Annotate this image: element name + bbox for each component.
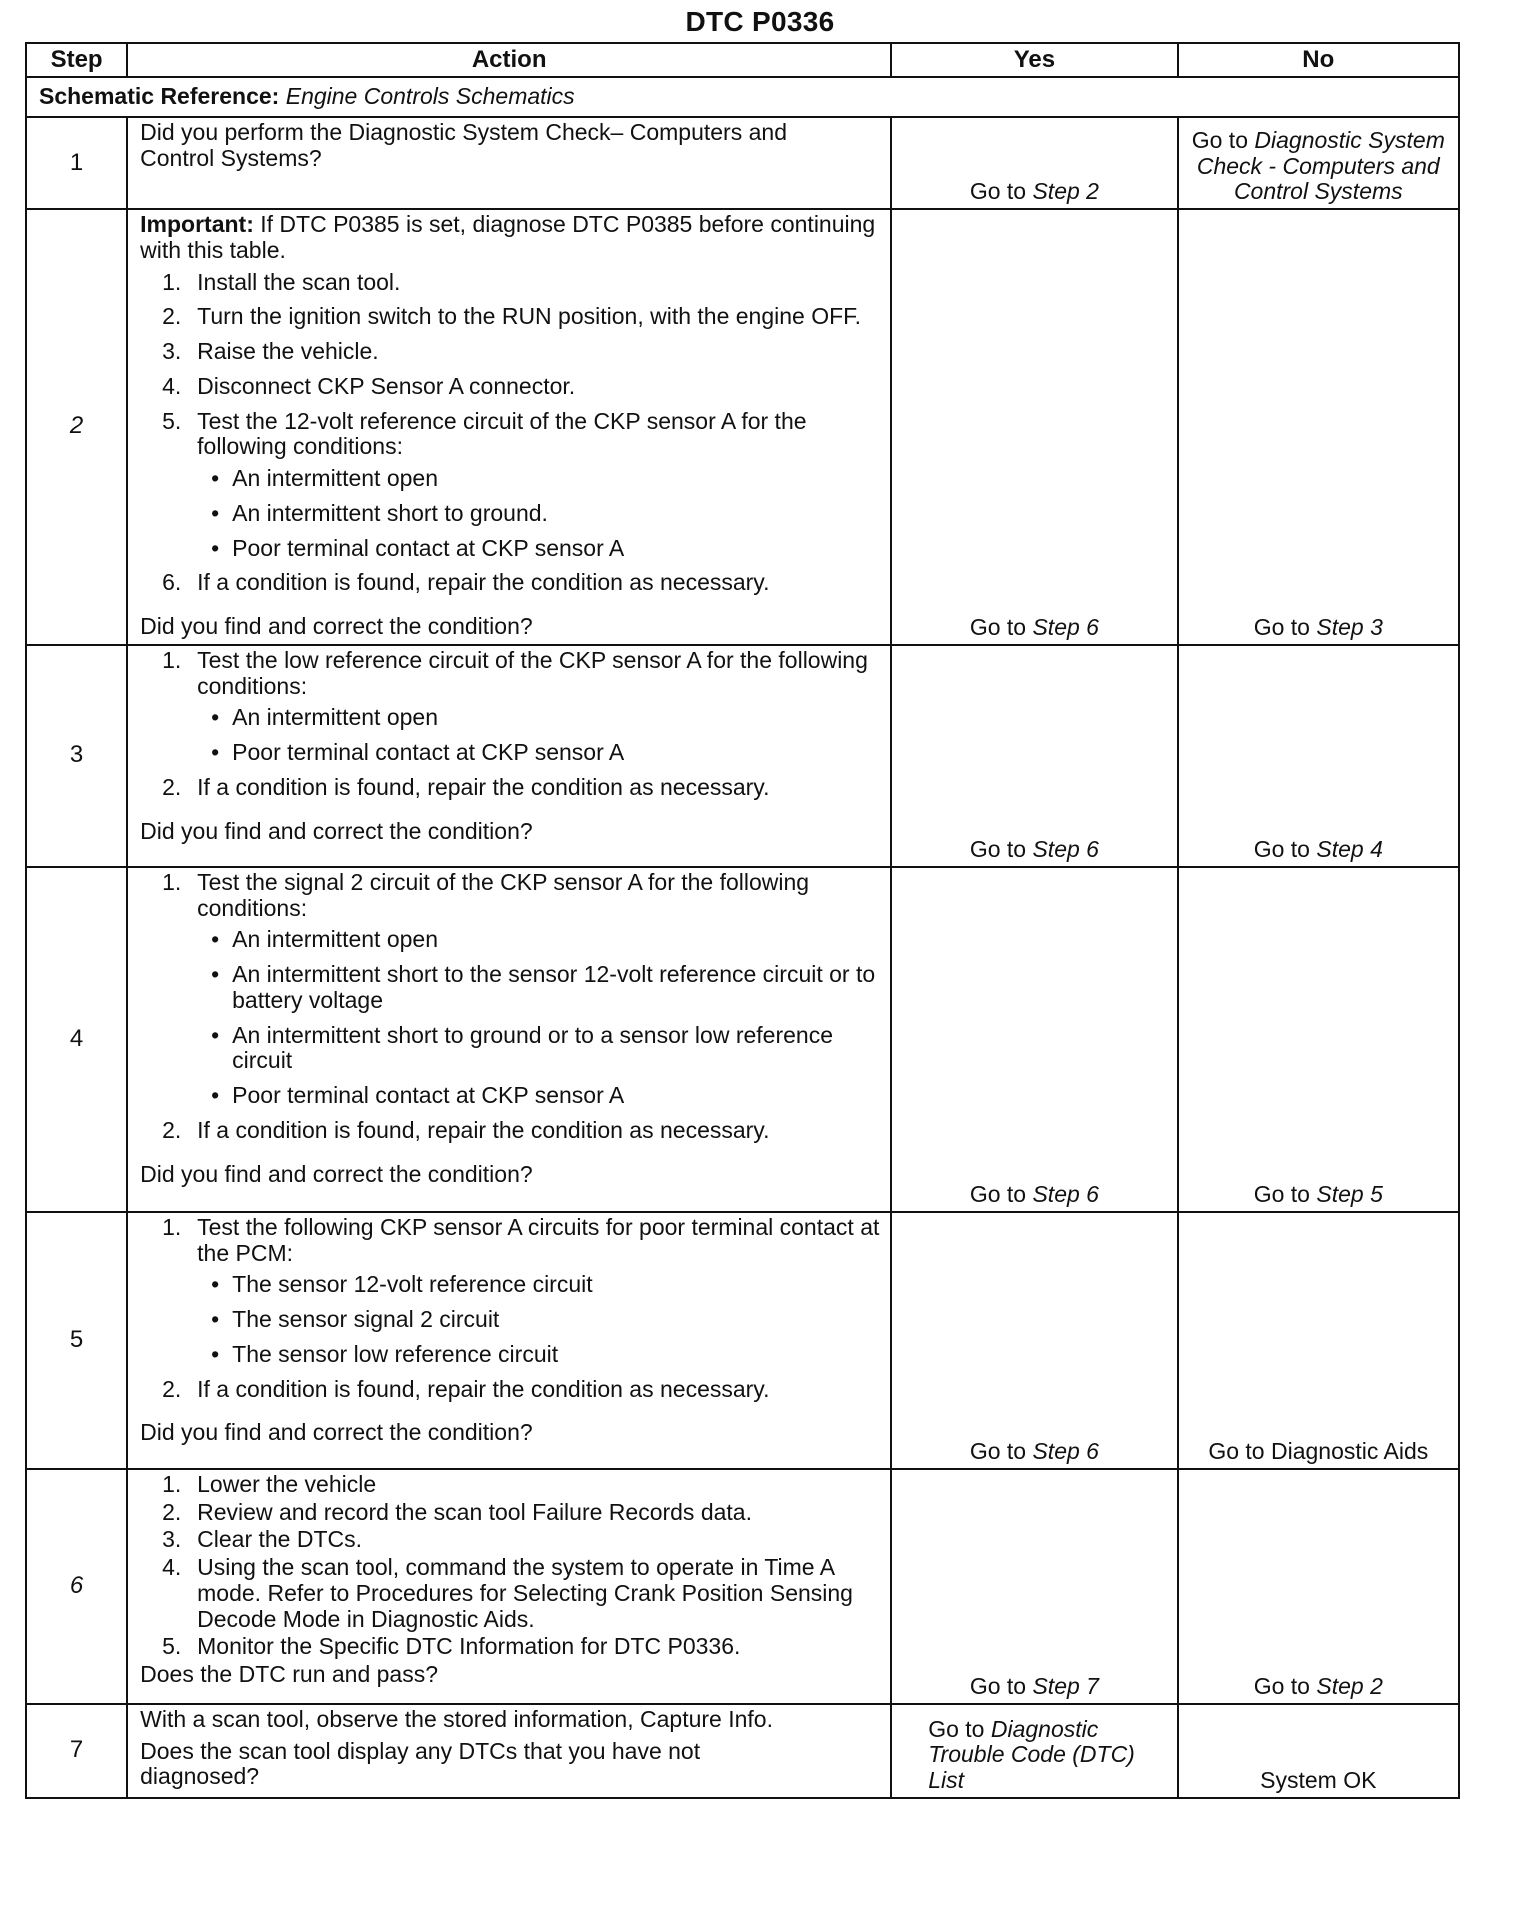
step-number: 2 [26,209,127,645]
procedure-list [140,1472,882,1660]
table-row [26,867,1459,1212]
no-cell [1178,645,1459,867]
item-number: 4. [162,372,182,399]
item-text: Turn the ignition switch to the RUN position, with the engine OFF. [197,303,862,330]
list-item [140,1377,882,1403]
item-text: Clear the DTCs. [197,1526,363,1553]
table-row [26,209,1459,645]
item-number: 1. [162,1213,182,1240]
no-ref: Step 3 [1316,614,1383,640]
question-text: Did you find and correct the condition? [140,817,533,844]
bullet-item: • The sensor signal 2 circuit [197,1307,882,1333]
item-text: Using the scan tool, command the system to operate in Time A mode. Refer to Procedures for Selecting Crank Position Sensing Decode Mode in Diagnostic Aids. [197,1554,853,1632]
step-number: 1 [26,117,127,209]
list-item [140,1527,882,1553]
list-item [140,339,882,365]
action-cell [127,117,891,209]
item-text: Review and record the scan tool Failure Records data. [197,1498,752,1525]
procedure-list [140,648,882,801]
yes-cell [891,867,1177,1212]
list-item [140,409,882,562]
bullet-item: • An intermittent open [197,927,882,953]
item-text: Test the 12-volt reference circuit of the CKP sensor A for the following conditions: [197,407,807,460]
item-text: Test the low reference circuit of the CKP sensor A for the following conditions: [197,646,868,699]
list-item [140,1555,882,1632]
no-prefix: System OK [1260,1767,1377,1793]
yes-cell [891,1469,1177,1704]
schematic-label: Schematic Reference: [39,83,280,110]
list-item [140,570,882,596]
item-text: Lower the vehicle [197,1470,377,1497]
list-item [140,775,882,801]
no-cell [1178,867,1459,1212]
table-row [26,117,1459,209]
condition-list [197,927,882,1109]
condition-list [197,705,882,766]
bullet-item: • Poor terminal contact at CKP sensor A [197,1083,882,1109]
question-text: Did you find and correct the condition? [140,613,533,639]
yes-ref: Step 6 [1032,1438,1099,1464]
yes-cell [891,1704,1177,1798]
step-number: 3 [26,645,127,867]
bullet-item: • The sensor low reference circuit [197,1342,882,1368]
item-number: 2. [162,1375,182,1402]
no-prefix: Go to [1191,126,1248,153]
yes-ref: Step 6 [1032,1181,1099,1207]
list-item [140,1215,882,1368]
item-number: 1. [162,868,182,895]
action-cell [127,209,891,645]
question-text: Does the scan tool display any DTCs that you have not diagnosed? [140,1737,701,1790]
yes-ref: Step 6 [1032,614,1099,640]
no-prefix: Go to [1253,614,1310,640]
step-number: 4 [26,867,127,1212]
item-number: 1. [162,1470,182,1497]
step-number: 7 [26,1704,127,1798]
no-ref: Step 2 [1316,1673,1383,1699]
action-cell [127,1469,891,1704]
list-item [140,1472,882,1498]
header-yes: Yes [891,43,1177,77]
question-text: Did you find and correct the condition? [140,1419,533,1446]
item-number: 3. [162,1526,182,1553]
schematic-row [26,77,1459,117]
no-cell [1178,117,1459,209]
list-item [140,304,882,330]
bullet-item: • Poor terminal contact at CKP sensor A [197,740,882,766]
yes-prefix: Go to [969,1181,1027,1207]
question-text: Did you find and correct the condition? [140,1160,533,1187]
list-item [140,374,882,400]
no-prefix: Go to [1253,1181,1310,1207]
diagnostic-table [25,42,1460,1799]
list-item [140,270,882,296]
condition-list [197,1272,882,1367]
bullet-item: • Poor terminal contact at CKP sensor A [197,536,882,562]
important-label: Important: [140,211,254,237]
yes-prefix: Go to [928,1715,985,1742]
bullet-item: • An intermittent short to ground or to a sensor low reference circuit [197,1023,882,1075]
header-action: Action [127,43,891,77]
item-number: 4. [162,1554,182,1580]
yes-cell [891,645,1177,867]
item-number: 2. [162,1116,182,1143]
action-cell [127,867,891,1212]
table-row [26,645,1459,867]
table-row [26,1704,1459,1798]
procedure-list [140,1215,882,1403]
action-cell [127,1704,891,1798]
bullet-item: • The sensor 12-volt reference circuit [197,1272,882,1298]
schematic-value: Engine Controls Schematics [285,83,575,110]
list-item [140,1634,882,1660]
yes-ref: Step 7 [1032,1673,1099,1699]
item-number: 2. [162,303,182,330]
yes-prefix: Go to [969,836,1027,862]
yes-prefix: Go to [969,178,1027,205]
action-text: Did you perform the Diagnostic System Check– Computers and Control Systems? [140,119,787,171]
item-number: 6. [162,569,182,596]
no-prefix: Go to [1253,836,1310,862]
bullet-item: • An intermittent short to ground. [197,501,882,527]
action-cell [127,1212,891,1469]
item-number: 2. [162,773,182,800]
item-text: If a condition is found, repair the condition as necessary. [197,773,770,800]
item-text: Disconnect CKP Sensor A connector. [197,372,576,399]
no-ref: Diagnostic System Check - Computers and Control Systems [1196,126,1445,205]
no-cell [1178,209,1459,645]
list-item [140,1118,882,1144]
procedure-list [140,270,882,597]
action-text: With a scan tool, observe the stored information, Capture Info. [140,1705,773,1732]
item-text: Test the signal 2 circuit of the CKP sensor A for the following conditions: [197,868,810,921]
bullet-item: • An intermittent short to the sensor 12-volt reference circuit or to battery voltage [197,962,882,1014]
list-item [140,870,882,1109]
yes-cell [891,1212,1177,1469]
item-text: If a condition is found, repair the condition as necessary. [197,1116,770,1143]
list-item [140,648,882,766]
no-cell [1178,1469,1459,1704]
no-ref: Step 5 [1316,1181,1383,1207]
no-cell [1178,1212,1459,1469]
important-note [140,212,882,264]
yes-prefix: Go to [969,1438,1027,1464]
item-text: Test the following CKP sensor A circuits for poor terminal contact at the PCM: [197,1213,880,1266]
important-text: If DTC P0385 is set, diagnose DTC P0385 before continuing with this table. [140,211,876,263]
header-row [26,43,1459,77]
table-row [26,1212,1459,1469]
no-cell [1178,1704,1459,1798]
header-step: Step [26,43,127,77]
yes-prefix: Go to [969,1673,1027,1699]
page-title: DTC P0336 [685,6,835,37]
step-number: 6 [26,1469,127,1704]
item-number: 3. [162,338,182,364]
item-text: If a condition is found, repair the condition as necessary. [197,1375,770,1402]
procedure-list [140,870,882,1144]
condition-list [197,466,882,561]
item-text: Install the scan tool. [197,268,401,295]
item-number: 1. [162,268,182,295]
yes-prefix: Go to [969,614,1027,640]
step-number: 5 [26,1212,127,1469]
table-row [26,1469,1459,1704]
schematic-reference [26,77,1459,117]
item-number: 2. [162,1498,182,1525]
no-prefix: Go to [1253,1673,1310,1699]
item-text: If a condition is found, repair the condition as necessary. [197,569,770,596]
header-no: No [1178,43,1459,77]
no-prefix: Go to Diagnostic Aids [1208,1438,1429,1464]
action-cell [127,645,891,867]
item-number: 5. [162,1633,182,1660]
list-item [140,1500,882,1526]
yes-ref: Diagnostic Trouble Code (DTC) List [928,1715,1135,1793]
no-ref: Step 4 [1316,836,1383,862]
yes-ref: Step 2 [1032,178,1099,205]
item-number: 5. [162,407,182,434]
item-number: 1. [162,646,182,673]
item-text: Monitor the Specific DTC Information for DTC P0336. [197,1633,741,1660]
yes-cell [891,209,1177,645]
item-text: Raise the vehicle. [197,338,379,364]
bullet-item: • An intermittent open [197,466,882,492]
yes-ref: Step 6 [1032,836,1099,862]
question-text: Does the DTC run and pass? [140,1661,439,1687]
bullet-item: • An intermittent open [197,705,882,731]
yes-cell [891,117,1177,209]
